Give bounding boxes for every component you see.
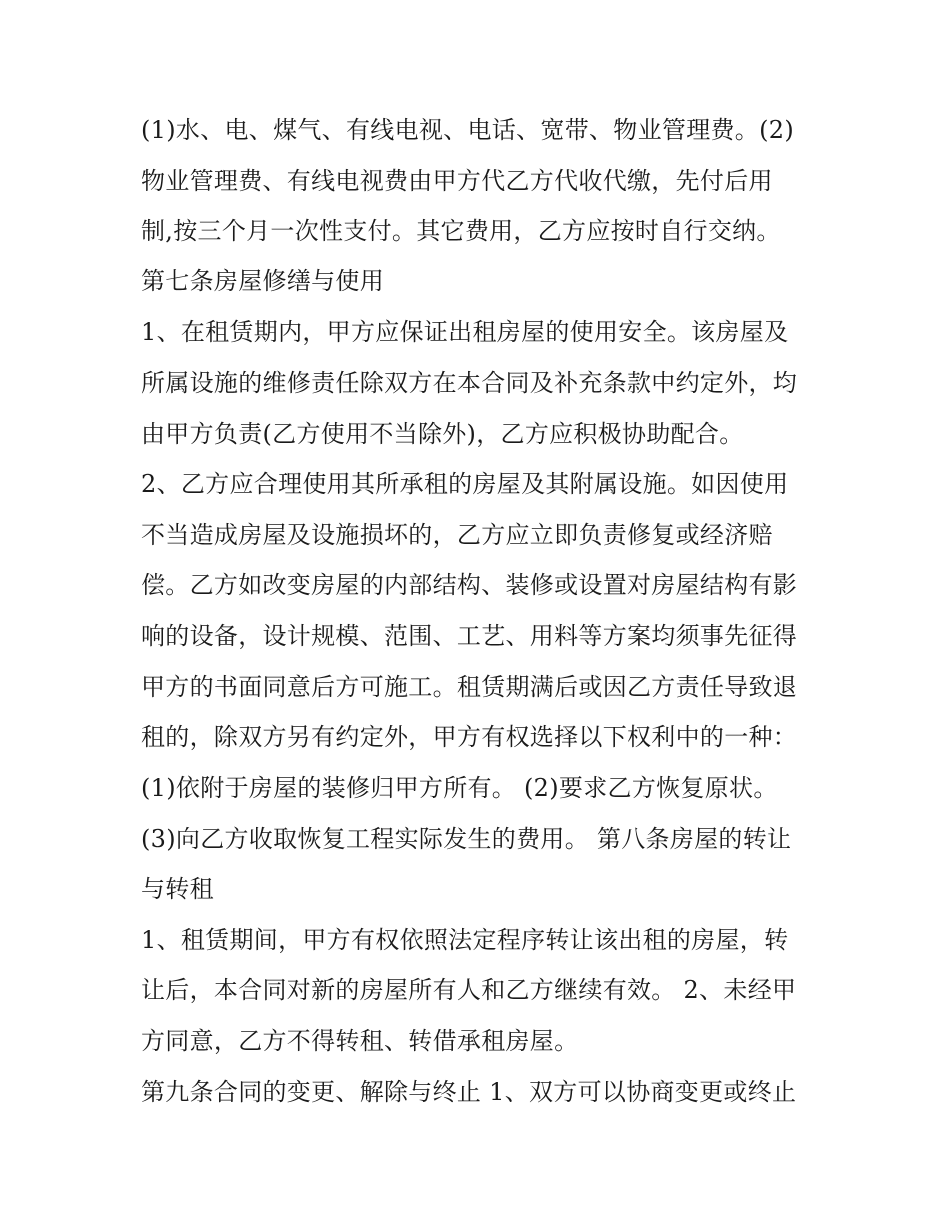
text-line: 方同意，乙方不得转租、转借承租房屋。 (141, 1027, 579, 1055)
text-line: 1、在租赁期内，甲方应保证出租房屋的使用安全。该房屋及 (141, 318, 789, 346)
text-line: 不当造成房屋及设施损坏的，乙方应立即负责修复或经济赔 (141, 521, 773, 549)
text-line: (1)依附于房屋的装修归甲方所有。 (2)要求乙方恢复原状。 (141, 774, 778, 802)
text-line: 由甲方负责(乙方使用不当除外)，乙方应积极协助配合。 (141, 420, 744, 448)
text-line: 租的，除双方另有约定外，甲方有权选择以下权利中的一种： (141, 723, 798, 751)
section-heading: 第七条房屋修缮与使用 (141, 267, 384, 295)
text-line: 响的设备，设计规模、范围、工艺、用料等方案均须事先征得 (141, 622, 798, 650)
text-line: 第九条合同的变更、解除与终止 1、双方可以协商变更或终止 (141, 1078, 797, 1106)
text-line: 制,按三个月一次性支付。其它费用，乙方应按时自行交纳。 (141, 217, 781, 245)
text-line: 让后，本合同对新的房屋所有人和乙方继续有效。 2、未经甲 (141, 976, 797, 1004)
text-line: (3)向乙方收取恢复工程实际发生的费用。 第八条房屋的转让 (141, 825, 792, 853)
text-line: 甲方的书面同意后方可施工。租赁期满后或因乙方责任导致退 (141, 673, 798, 701)
text-line: 物业管理费、有线电视费由甲方代乙方代收代缴，先付后用 (141, 167, 773, 195)
text-line: 所属设施的维修责任除双方在本合同及补充条款中约定外，均 (141, 369, 798, 397)
text-line: 2、乙方应合理使用其所承租的房屋及其附属设施。如因使用 (141, 470, 789, 498)
text-line: 1、租赁期间，甲方有权依照法定程序转让该出租的房屋，转 (141, 926, 789, 954)
section-heading: 与转租 (141, 875, 214, 903)
text-line: (1)水、电、煤气、有线电视、电话、宽带、物业管理费。(2) (141, 116, 794, 144)
text-line: 偿。乙方如改变房屋的内部结构、装修或设置对房屋结构有影 (141, 571, 798, 599)
